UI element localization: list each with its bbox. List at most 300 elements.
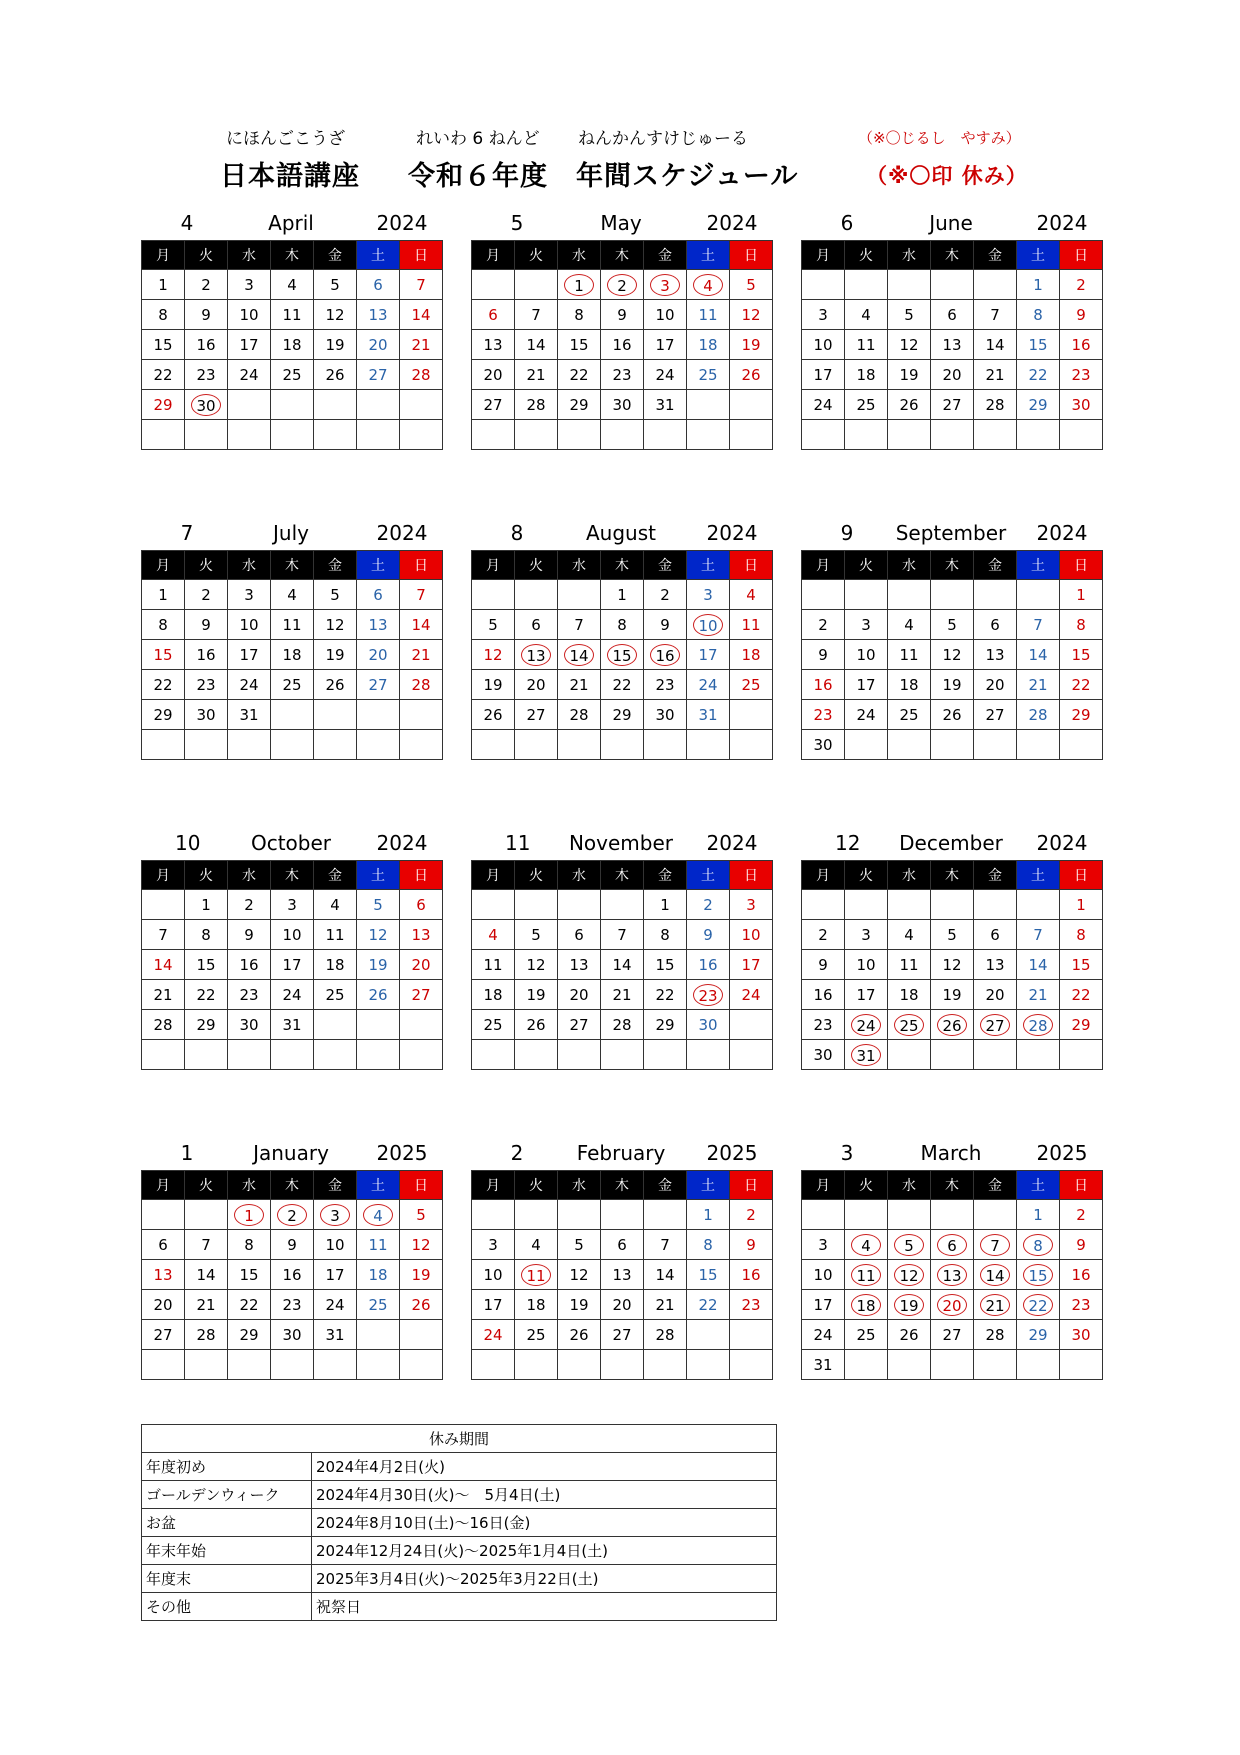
day-cell [845,1200,888,1230]
day-cell [730,1350,773,1380]
day-number: 13 [411,925,431,944]
day-cell [558,950,601,980]
day-number: 27 [569,1015,589,1034]
day-number: 25 [698,365,718,384]
day-cell [974,700,1017,730]
day-cell [1060,1350,1103,1380]
day-number: 30 [813,1045,833,1064]
day-cell [1060,610,1103,640]
day-cell [357,980,400,1010]
day-number: 20 [985,675,1005,694]
day-cell [931,1260,974,1290]
day-cell [730,580,773,610]
day-cell [357,1200,400,1230]
month-number: 6 [840,211,854,235]
day-number: 29 [1028,1325,1048,1344]
day-cell [400,670,443,700]
weekday-header: 火 [845,861,888,890]
day-cell [601,1320,644,1350]
day-cell [730,1010,773,1040]
weekday-header: 木 [271,1171,314,1200]
day-cell [888,1230,931,1260]
day-cell [974,1350,1017,1380]
day-number: 21 [1028,985,1048,1004]
day-number: 22 [196,985,216,1004]
weekday-header: 月 [472,1171,515,1200]
day-cell [472,700,515,730]
day-cell [515,420,558,450]
day-number: 6 [617,1235,627,1254]
holiday-row [142,1509,777,1537]
weekday-header: 金 [644,861,687,890]
day-cell [400,1290,443,1320]
month-calendar [471,1136,773,1380]
day-number: 20 [612,1295,632,1314]
day-cell [1060,1320,1103,1350]
day-number: 18 [526,1295,546,1314]
day-number: 30 [813,735,833,754]
day-cell [142,1230,185,1260]
day-cell [271,1290,314,1320]
day-cell [644,610,687,640]
day-cell [1060,700,1103,730]
holiday-value: 2024年4月2日(火) [312,1453,777,1481]
day-number: 13 [569,955,589,974]
holiday-day-number: 2 [277,1204,307,1226]
day-cell [314,270,357,300]
day-number: 8 [617,615,627,634]
day-number: 19 [325,645,345,664]
day-number: 3 [861,615,871,634]
day-cell [185,980,228,1010]
day-number: 7 [617,925,627,944]
holiday-day-number: 4 [851,1234,881,1256]
day-cell [185,420,228,450]
month-year: 2024 [706,521,758,545]
day-cell [601,640,644,670]
holiday-row [142,1537,777,1565]
day-cell [228,670,271,700]
day-number: 19 [411,1265,431,1284]
weekday-header: 金 [974,241,1017,270]
weekday-header: 火 [185,861,228,890]
day-number: 20 [526,675,546,694]
day-number: 21 [411,335,431,354]
day-number: 24 [856,705,876,724]
holiday-row [142,1593,777,1621]
day-cell [730,1290,773,1320]
day-number: 14 [196,1265,216,1284]
day-cell [888,330,931,360]
day-cell [228,580,271,610]
day-cell [185,330,228,360]
weekday-header: 金 [314,241,357,270]
day-cell [931,640,974,670]
month-calendar [471,206,773,450]
day-number: 2 [201,585,211,604]
day-number: 21 [1028,675,1048,694]
day-number: 12 [411,1235,431,1254]
day-number: 22 [569,365,589,384]
day-cell [931,330,974,360]
ruby-note: （※〇じるし やすみ） [858,129,1021,147]
day-number: 1 [158,275,168,294]
day-cell [228,950,271,980]
day-cell [644,700,687,730]
day-cell [931,1010,974,1040]
day-cell [357,730,400,760]
day-cell [601,1350,644,1380]
day-cell [730,1230,773,1260]
day-number: 3 [818,305,828,324]
day-number: 12 [942,645,962,664]
holiday-period-table [141,1424,777,1621]
day-cell [644,390,687,420]
day-cell [1017,420,1060,450]
day-cell [314,730,357,760]
day-cell [515,1040,558,1070]
day-cell [357,640,400,670]
day-cell [974,640,1017,670]
day-cell [558,1010,601,1040]
day-cell [314,1320,357,1350]
day-number: 19 [483,675,503,694]
day-number: 4 [904,615,914,634]
day-cell [314,300,357,330]
day-number: 5 [373,895,383,914]
month-number: 12 [835,831,861,855]
day-cell [931,1230,974,1260]
day-cell [802,300,845,330]
day-number: 11 [899,955,919,974]
day-number: 2 [660,585,670,604]
day-cell [558,920,601,950]
weekday-header: 木 [931,1171,974,1200]
day-cell [228,640,271,670]
day-cell [931,980,974,1010]
day-cell [558,890,601,920]
day-number: 10 [239,615,259,634]
day-number: 17 [856,675,876,694]
day-cell [687,640,730,670]
day-number: 22 [239,1295,259,1314]
month-year: 2024 [376,521,428,545]
weekday-header: 日 [730,861,773,890]
day-cell [357,1290,400,1320]
day-number: 28 [196,1325,216,1344]
day-number: 26 [899,395,919,414]
weekday-header: 金 [314,551,357,580]
day-cell [974,670,1017,700]
day-number: 16 [612,335,632,354]
day-cell [357,950,400,980]
day-number: 20 [153,1295,173,1314]
day-cell [472,360,515,390]
day-cell [228,300,271,330]
day-cell [802,700,845,730]
ruby-title: にほんごこうざ [226,129,345,149]
day-cell [802,1320,845,1350]
day-cell [228,1200,271,1230]
day-cell [644,730,687,760]
weekday-header: 土 [1017,1171,1060,1200]
day-number: 18 [282,645,302,664]
day-number: 29 [1071,705,1091,724]
day-number: 9 [818,955,828,974]
day-cell [1060,890,1103,920]
day-cell [558,1290,601,1320]
day-number: 15 [1071,645,1091,664]
day-cell [931,610,974,640]
day-number: 1 [1076,895,1086,914]
day-cell [601,890,644,920]
day-cell [845,1350,888,1380]
day-cell [400,610,443,640]
day-cell [558,980,601,1010]
day-number: 24 [239,675,259,694]
holiday-day-number: 28 [1023,1014,1053,1036]
holiday-row [142,1453,777,1481]
holiday-day-number: 15 [1023,1264,1053,1286]
day-cell [142,580,185,610]
weekday-header: 土 [1017,551,1060,580]
weekday-header: 月 [142,1171,185,1200]
day-cell [687,330,730,360]
day-cell [314,1290,357,1320]
day-number: 12 [526,955,546,974]
day-number: 3 [818,1235,828,1254]
day-number: 22 [1071,675,1091,694]
month-year: 2024 [1036,831,1088,855]
month-header [141,1136,443,1170]
day-cell [314,420,357,450]
day-number: 29 [612,705,632,724]
day-number: 27 [483,395,503,414]
day-cell [644,270,687,300]
day-cell [271,330,314,360]
day-number: 24 [282,985,302,1004]
day-cell [472,920,515,950]
day-number: 5 [947,925,957,944]
day-cell [400,1010,443,1040]
day-number: 20 [985,985,1005,1004]
day-cell [271,700,314,730]
day-cell [185,1290,228,1320]
day-cell [228,270,271,300]
holiday-table-title: 休み期間 [142,1425,777,1453]
day-number: 23 [282,1295,302,1314]
day-cell [931,730,974,760]
day-cell [1017,1010,1060,1040]
day-cell [802,1230,845,1260]
day-cell [472,610,515,640]
day-number: 28 [411,675,431,694]
weekday-header: 火 [515,861,558,890]
day-cell [400,1350,443,1380]
weekday-header: 日 [400,1171,443,1200]
day-number: 26 [526,1015,546,1034]
day-cell [1060,920,1103,950]
day-number: 27 [368,675,388,694]
month-header [471,1136,773,1170]
day-number: 3 [703,585,713,604]
day-number: 9 [818,645,828,664]
day-cell [357,700,400,730]
day-number: 22 [153,675,173,694]
day-number: 18 [899,675,919,694]
day-number: 21 [196,1295,216,1314]
day-number: 19 [741,335,761,354]
day-number: 6 [373,275,383,294]
ruby-schedule: ねんかんすけじゅーる [578,129,748,149]
weekday-header: 金 [644,551,687,580]
weekday-header: 月 [802,861,845,890]
holiday-day-number: 13 [937,1264,967,1286]
day-cell [888,1290,931,1320]
day-cell [974,730,1017,760]
day-number: 29 [153,395,173,414]
day-cell [730,270,773,300]
day-cell [1060,1230,1103,1260]
weekday-header: 水 [888,551,931,580]
weekday-header: 日 [400,551,443,580]
day-number: 25 [368,1295,388,1314]
holiday-label: ゴールデンウィーク [142,1481,312,1509]
day-number: 18 [483,985,503,1004]
day-number: 8 [158,305,168,324]
day-cell [558,1040,601,1070]
day-number: 27 [942,395,962,414]
day-cell [515,1230,558,1260]
day-cell [1017,1200,1060,1230]
day-number: 28 [153,1015,173,1034]
day-number: 13 [985,955,1005,974]
day-cell [601,360,644,390]
day-cell [515,1200,558,1230]
day-cell [931,390,974,420]
day-number: 11 [856,335,876,354]
day-number: 25 [282,365,302,384]
day-number: 6 [990,615,1000,634]
day-cell [314,950,357,980]
day-cell [730,980,773,1010]
weekday-header: 水 [888,861,931,890]
day-cell [601,1260,644,1290]
day-number: 16 [813,675,833,694]
weekday-header: 土 [357,861,400,890]
month-year: 2024 [706,831,758,855]
weekday-header: 木 [271,861,314,890]
month-name: June [929,211,973,235]
day-cell [185,360,228,390]
day-number: 28 [655,1325,675,1344]
day-cell [558,670,601,700]
holiday-day-number: 12 [894,1264,924,1286]
holiday-value: 2025年3月4日(火)～2025年3月22日(土) [312,1565,777,1593]
day-number: 31 [655,395,675,414]
day-number: 3 [287,895,297,914]
day-cell [271,360,314,390]
day-cell [845,1010,888,1040]
day-cell [687,390,730,420]
day-cell [974,1260,1017,1290]
day-cell [802,1290,845,1320]
weekday-header: 火 [845,551,888,580]
month-calendar [141,826,443,1070]
day-cell [271,640,314,670]
day-cell [687,580,730,610]
day-number: 16 [813,985,833,1004]
day-number: 5 [947,615,957,634]
holiday-day-number: 11 [521,1264,551,1286]
day-cell [142,1200,185,1230]
weekday-header: 木 [601,551,644,580]
day-cell [185,1230,228,1260]
day-cell [228,920,271,950]
day-number: 21 [612,985,632,1004]
day-cell [931,890,974,920]
day-cell [400,330,443,360]
day-cell [644,1260,687,1290]
day-cell [515,730,558,760]
day-cell [974,420,1017,450]
day-cell [687,300,730,330]
weekday-header: 水 [888,1171,931,1200]
day-cell [558,640,601,670]
day-cell [931,580,974,610]
holiday-day-number: 4 [693,274,723,296]
day-cell [271,1230,314,1260]
day-number: 18 [368,1265,388,1284]
day-number: 3 [488,1235,498,1254]
day-cell [271,270,314,300]
day-cell [515,580,558,610]
day-cell [357,920,400,950]
day-cell [1017,330,1060,360]
day-cell [1017,1320,1060,1350]
day-number: 24 [325,1295,345,1314]
month-number: 5 [510,211,524,235]
day-number: 29 [153,705,173,724]
day-cell [142,1350,185,1380]
day-cell [314,700,357,730]
day-cell [601,1040,644,1070]
day-number: 14 [153,955,173,974]
day-number: 17 [239,335,259,354]
day-cell [314,640,357,670]
day-cell [845,730,888,760]
weekday-header: 火 [515,1171,558,1200]
day-cell [845,1290,888,1320]
day-cell [357,890,400,920]
weekday-header: 月 [802,1171,845,1200]
weekday-header: 水 [558,551,601,580]
day-cell [1060,1010,1103,1040]
day-cell [802,980,845,1010]
holiday-day-number: 3 [650,274,680,296]
day-cell [558,1350,601,1380]
day-cell [1060,1290,1103,1320]
day-cell [558,300,601,330]
month-header [141,206,443,240]
day-cell [271,300,314,330]
day-number: 8 [244,1235,254,1254]
day-number: 26 [483,705,503,724]
day-number: 21 [655,1295,675,1314]
day-cell [730,390,773,420]
month-calendar [801,1136,1103,1380]
holiday-day-number: 21 [980,1294,1010,1316]
